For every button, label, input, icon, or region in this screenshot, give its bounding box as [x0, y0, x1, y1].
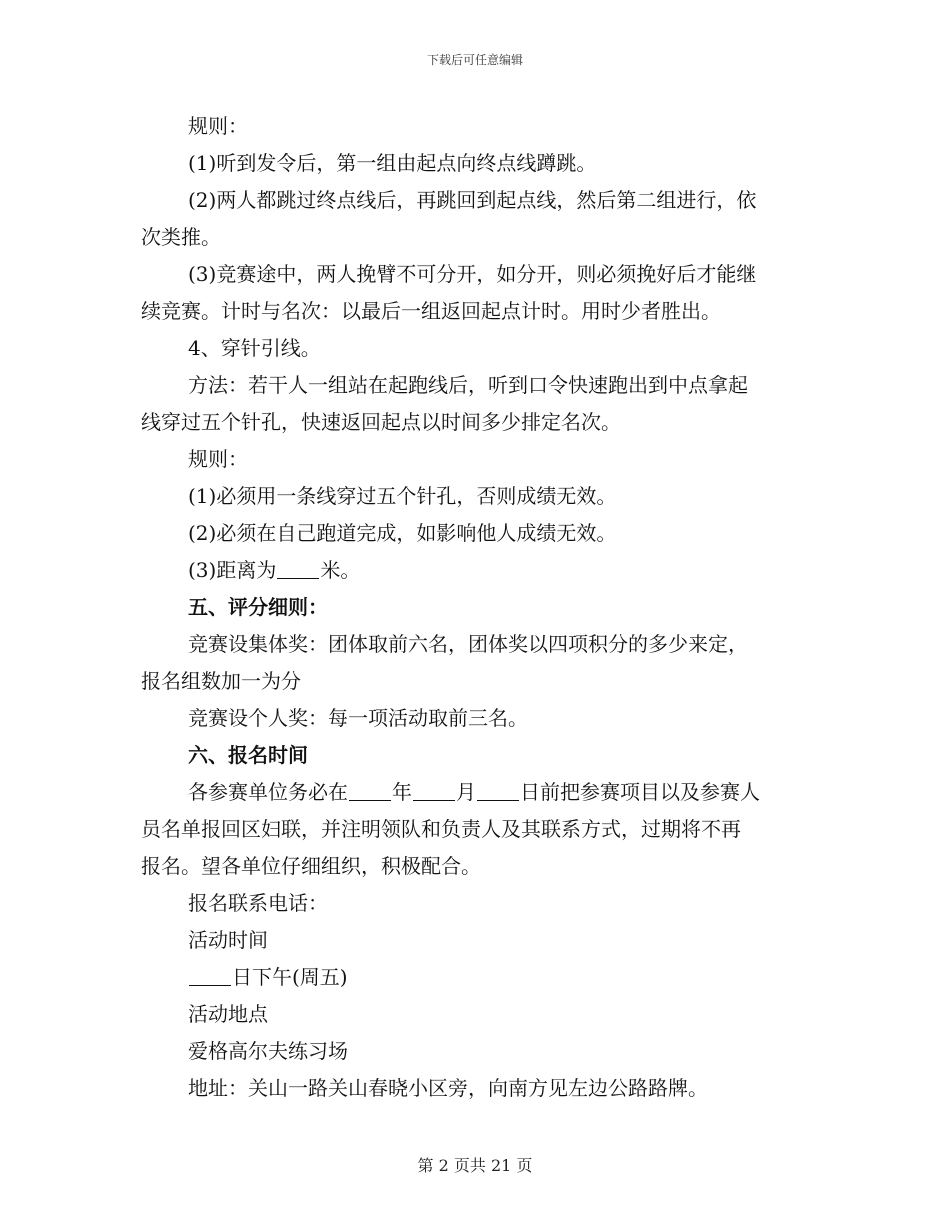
method-paragraph: 方法：若干人一组站在起跑线后，听到口令快速跑出到中点拿起: [188, 373, 748, 397]
fill-in-blank: [189, 965, 231, 986]
place-value: 爱格高尔夫练习场: [188, 1039, 348, 1063]
time-value: [141, 959, 809, 996]
rules-heading: 规则：: [188, 114, 248, 138]
fill-in-blank: [413, 780, 455, 801]
rule-text: 米。: [320, 558, 361, 582]
registration-paragraph-continued: 报名。望各单位仔细组织，积极配合。: [141, 854, 481, 878]
fill-in-blank: [477, 780, 519, 801]
registration-text: 各参赛单位务必在: [188, 780, 348, 804]
rule-paragraph-continued: 次类推。: [141, 225, 221, 249]
place-label: 活动地点: [188, 1002, 268, 1026]
registration-text: 年: [392, 780, 412, 804]
page-header: 下载后可任意编辑: [426, 53, 523, 67]
section-title: 六、报名时间: [188, 743, 308, 767]
address-line: 地址：关山一路关山春晓小区旁，向南方见左边公路路牌。: [188, 1076, 708, 1100]
rule-paragraph: (2)必须在自己跑道完成，如影响他人成绩无效。: [188, 521, 617, 545]
rule-paragraph: (2)两人都跳过终点线后，再跳回到起点线，然后第二组进行，依: [188, 188, 757, 212]
rules-heading: 规则：: [188, 447, 248, 471]
rule-paragraph: (1)必须用一条线穿过五个针孔，否则成绩无效。: [188, 484, 617, 508]
method-paragraph-continued: 线穿过五个针孔，快速返回起点以时间多少排定名次。: [141, 410, 621, 434]
item-title: 4、穿针引线。: [188, 336, 321, 360]
award-paragraph-continued: 报名组数加一为分: [141, 669, 301, 693]
section-title: 五、评分细则：: [188, 595, 328, 619]
registration-text: 日前把参赛项目以及参赛人: [520, 780, 760, 804]
registration-paragraph: [141, 774, 809, 811]
rule-paragraph: [141, 552, 809, 589]
time-label: 活动时间: [188, 928, 268, 952]
rule-paragraph: (1)听到发令后，第一组由起点向终点线蹲跳。: [188, 151, 597, 175]
registration-text: 月: [456, 780, 476, 804]
fill-in-blank: [277, 558, 319, 579]
time-text: 日下午(周五): [232, 965, 348, 989]
registration-paragraph-continued: 员名单报回区妇联，并注明领队和负责人及其联系方式，过期将不再: [141, 817, 741, 841]
award-paragraph: 竞赛设个人奖：每一项活动取前三名。: [188, 706, 528, 730]
award-paragraph: 竞赛设集体奖：团体取前六名，团体奖以四项积分的多少来定，: [188, 632, 748, 656]
document-body: [141, 108, 809, 1107]
rule-text: (3)距离为: [188, 558, 277, 582]
fill-in-blank: [349, 780, 391, 801]
page-footer: 第 2 页共 21 页: [417, 1156, 533, 1175]
rule-paragraph: (3)竞赛途中，两人挽臂不可分开，如分开，则必须挽好后才能继: [188, 262, 757, 286]
rule-paragraph-continued: 续竞赛。计时与名次：以最后一组返回起点计时。用时少者胜出。: [141, 299, 721, 323]
contact-label: 报名联系电话：: [188, 891, 328, 915]
